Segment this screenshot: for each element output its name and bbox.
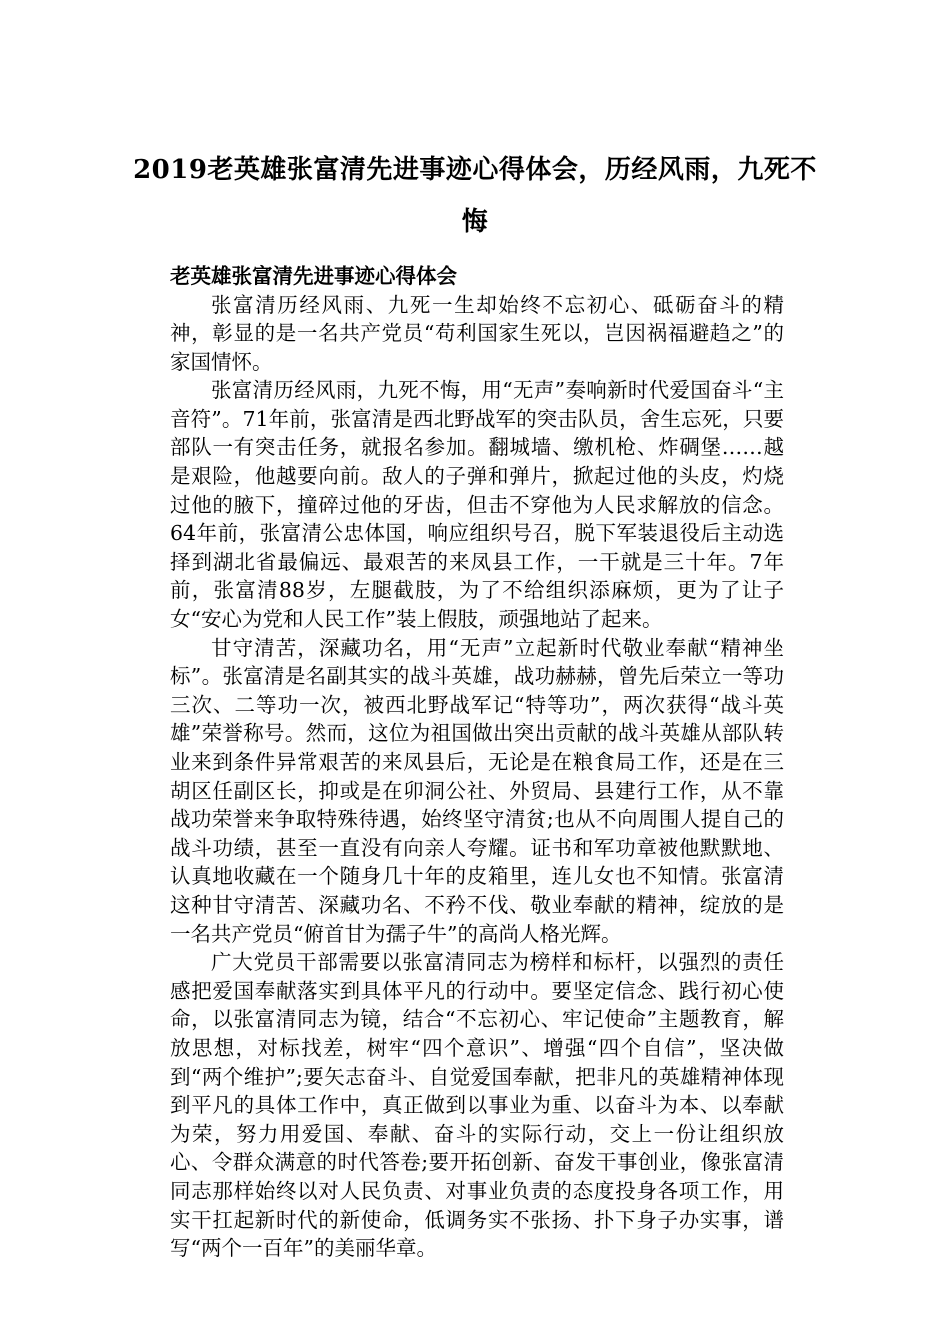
paragraph-4: 广大党员干部需要以张富清同志为榜样和标杆，以强烈的责任感把爱国奉献落实到具体平凡的行动中。要坚定信念、践行初心使命，以张富清同志为镜，结合“不忘初心、牢记使命”主题教育，解放思想，对标找差，树牢“四个意识”、增强“四个自信”，坚决做到“两个维护”;要矢志奋斗、自觉爱国奉献，把非凡的英雄精神体现到平凡的具体工作中，真正做到以事业为重、以奋斗为本、以奉献为荣，努力用爱国、奉献、奋斗的实际行动，交上一份让组织放心、令群众满意的时代答卷;要开拓创新、奋发干事创业，像张富清同志那样始终以对人民负责、对事业负责的态度投身各项工作，用实干扛起新时代的新使命，低调务实不张扬、扑下身子办实事，谱写“两个一百年”的美丽华章。 <box>170 950 784 1261</box>
document-body <box>170 262 784 1263</box>
section-subtitle: 老英雄张富清先进事迹心得体会 <box>170 264 457 288</box>
paragraph-2: 张富清历经风雨，九死不悔，用“无声”奏响新时代爱国奋斗“主音符”。71年前，张富清是西北野战军的突击队员，舍生忘死，只要部队一有突击任务，就报名参加。翻城墙、缴机枪、炸碉堡……越是艰险，他越要向前。敌人的子弹和弹片，掀起过他的头皮，灼烧过他的腋下，撞碎过他的牙齿，但击不穿他为人民求解放的信念。64年前，张富清公忠体国，响应组织号召，脱下军装退役后主动选择到湖北省最偏远、最艰苦的来凤县工作，一干就是三十年。7年前，张富清88岁，左腿截肢，为了不给组织添麻烦，更为了让子女“安心为党和人民工作”装上假肢，顽强地站了起来。 <box>170 378 784 632</box>
document-title: 2019老英雄张富清先进事迹心得体会，历经风雨，九死不悔 <box>133 155 817 237</box>
paragraph-1: 张富清历经风雨、九死一生却始终不忘初心、砥砺奋斗的精神，彰显的是一名共产党员“苟利国家生死以，岂因祸福避趋之”的家国情怀。 <box>170 292 784 374</box>
paragraph-3: 甘守清苦，深藏功名，用“无声”立起新时代敬业奉献“精神坐标”。张富清是名副其实的战斗英雄，战功赫赫，曾先后荣立一等功三次、二等功一次，被西北野战军记“特等功”，两次获得“战斗英雄”荣誉称号。然而，这位为祖国做出突出贡献的战斗英雄从部队转业来到条件异常艰苦的来凤县后，无论是在粮食局工作，还是在三胡区任副区长，抑或是在卯洞公社、外贸局、县建行工作，从不靠战功荣誉来争取特殊待遇，始终坚守清贫;也从不向周围人提自己的战斗功绩，甚至一直没有向亲人夸耀。证书和军功章被他默默地、认真地收藏在一个随身几十年的皮箱里，连儿女也不知情。张富清这种甘守清苦、深藏功名、不矜不伐、敬业奉献的精神，绽放的是一名共产党员“俯首甘为孺子牛”的高尚人格光辉。 <box>170 635 784 946</box>
